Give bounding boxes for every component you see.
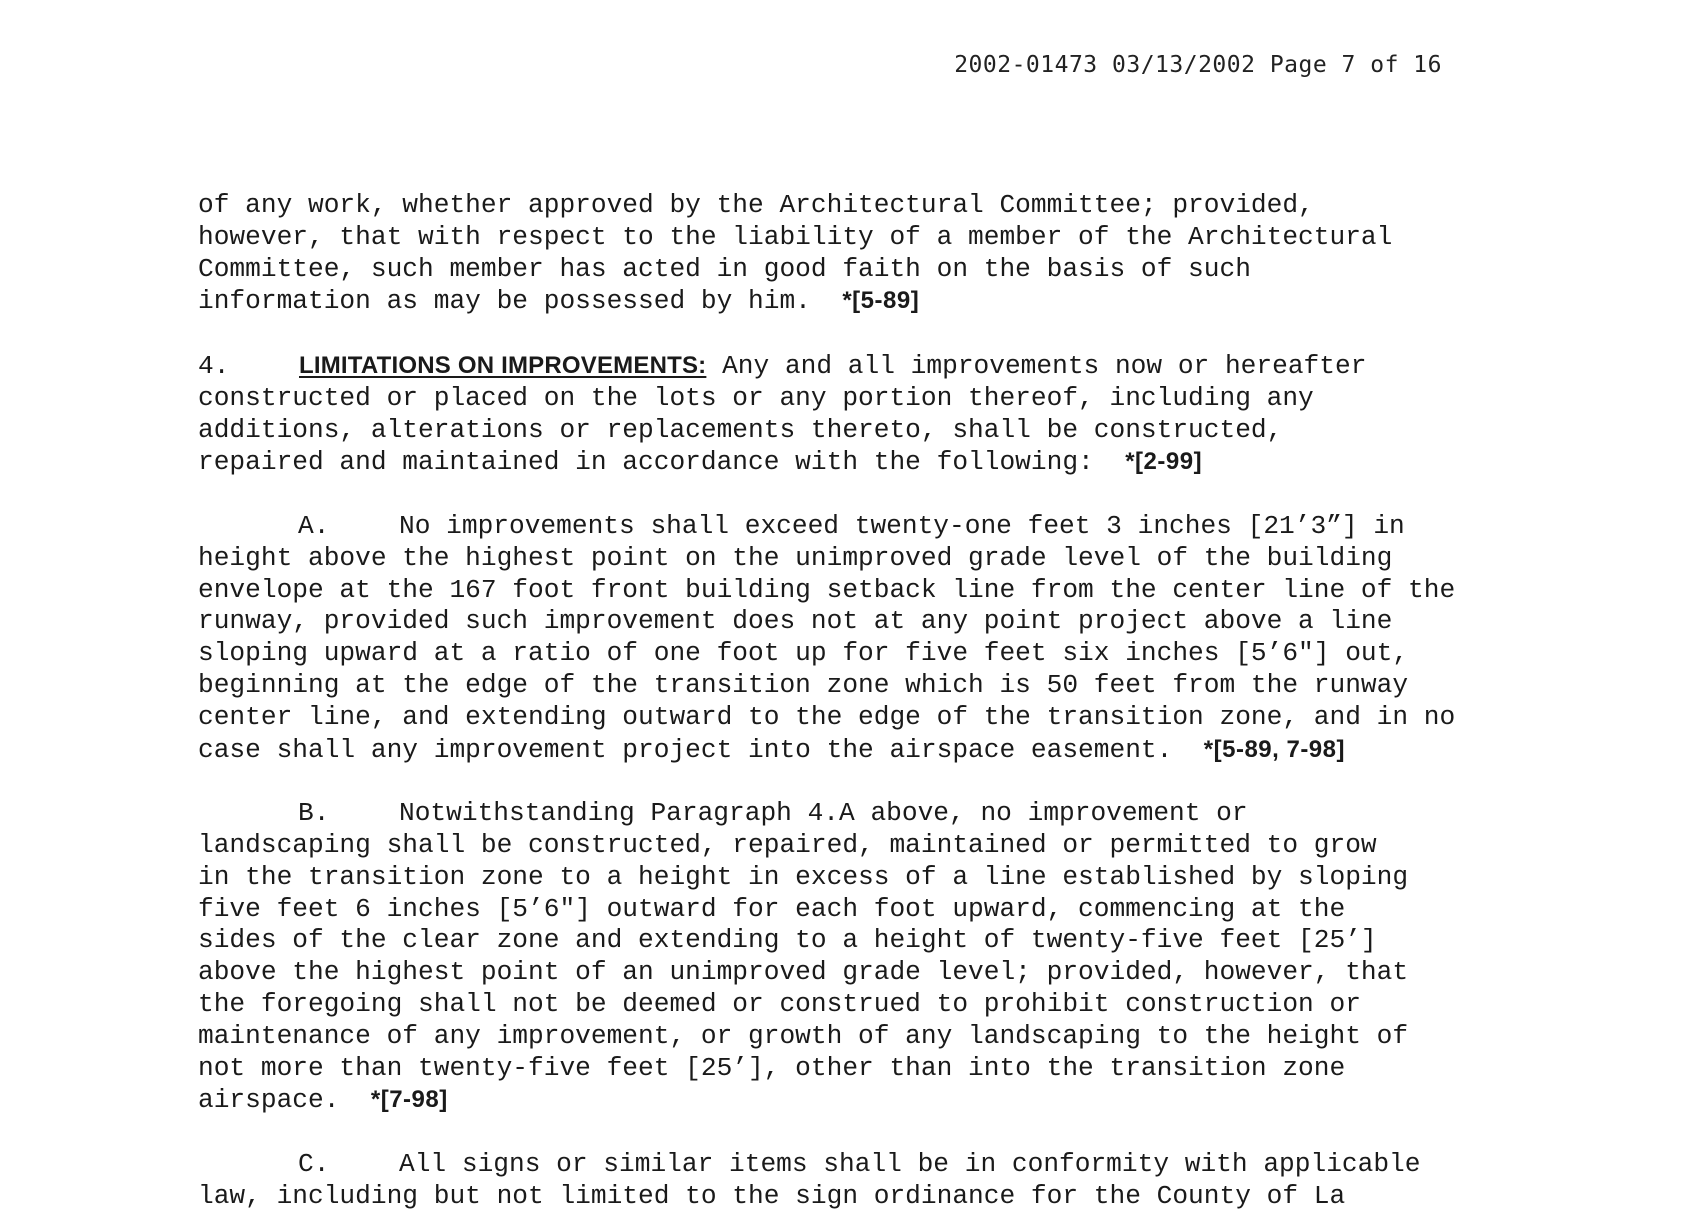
- amendment-ref: *[5-89, 7-98]: [1203, 735, 1345, 763]
- text-line: not more than twenty-five feet [25’], other than into the transition zone: [198, 1052, 1346, 1083]
- text-line: five feet 6 inches [5’6"] outward for each foot upward, commencing at the: [198, 893, 1346, 924]
- line-text: repaired and maintained in accordance with the following:: [198, 447, 1126, 478]
- text-line: additions, alterations or replacements thereto, shall be constructed,: [198, 414, 1283, 445]
- text-line: maintenance of any improvement, or growth of any landscaping to the height of: [198, 1020, 1409, 1051]
- text-line: above the highest point of an unimproved grade level; provided, however, that: [198, 957, 1409, 988]
- subparagraph-label: B.: [298, 798, 330, 829]
- line-text: No improvements shall exceed twenty-one feet 3 inches [21’3”] in: [399, 510, 1405, 541]
- text-line: height above the highest point on the unimproved grade level of the building: [198, 542, 1393, 573]
- text-line: Committee, such member has acted in good faith on the basis of such: [198, 253, 1251, 284]
- recording-header: 2002-01473 03/13/2002 Page 7 of 16: [954, 52, 1442, 78]
- text-line: [198, 285, 1578, 318]
- subparagraph-label: C.: [298, 1148, 330, 1179]
- line-text: case shall any improvement project into the airspace easement.: [198, 734, 1204, 765]
- text-line: [198, 446, 1578, 479]
- text-line: beginning at the edge of the transition zone which is 50 feet from the runway: [198, 669, 1409, 700]
- line-text: Any and all improvements now or hereafter: [706, 350, 1367, 381]
- text-line: sloping upward at a ratio of one foot up for five feet six inches [5’6"] out,: [198, 638, 1409, 669]
- text-line: [198, 1084, 1578, 1117]
- section-4-paragraph: [198, 350, 1578, 479]
- subparagraph-b: [198, 798, 1578, 1117]
- text-line: center line, and extending outward to the edge of the transition zone, and in no: [198, 701, 1456, 732]
- amendment-ref: *[5-89]: [842, 287, 920, 315]
- line-text: Notwithstanding Paragraph 4.A above, no improvement or: [399, 798, 1248, 829]
- text-line: runway, provided such improvement does not at any point project above a line: [198, 606, 1393, 637]
- document-body: [198, 190, 1578, 1213]
- text-line: [198, 1149, 1578, 1181]
- text-line: [198, 350, 1578, 383]
- line-text: airspace.: [198, 1085, 371, 1116]
- section-heading: LIMITATIONS ON IMPROVEMENTS:: [299, 351, 707, 379]
- text-line: envelope at the 167 foot front building setback line from the center line of the: [198, 574, 1456, 605]
- intro-paragraph: [198, 190, 1578, 318]
- subparagraph-label: A.: [298, 510, 330, 541]
- line-text: information as may be possessed by him.: [198, 286, 843, 317]
- text-line: constructed or placed on the lots or any portion thereof, including any: [198, 382, 1314, 413]
- text-line: sides of the clear zone and extending to a height of twenty-five feet [25’]: [198, 925, 1377, 956]
- subparagraph-a: [198, 511, 1578, 766]
- text-line: in the transition zone to a height in excess of a line established by sloping: [198, 861, 1409, 892]
- text-line: [198, 511, 1578, 543]
- text-line: of any work, whether approved by the Architectural Committee; provided,: [198, 190, 1314, 220]
- text-line: however, that with respect to the liability of a member of the Architectural: [198, 221, 1393, 252]
- amendment-ref: *[7-98]: [370, 1086, 448, 1114]
- text-line: law, including but not limited to the sign ordinance for the County of La: [198, 1180, 1346, 1211]
- text-line: the foregoing shall not be deemed or construed to prohibit construction or: [198, 988, 1361, 1019]
- subparagraph-c: [198, 1149, 1578, 1213]
- text-line: landscaping shall be constructed, repaired, maintained or permitted to grow: [198, 829, 1377, 860]
- section-number: 4.: [198, 350, 230, 381]
- text-line: [198, 798, 1578, 830]
- amendment-ref: *[2-99]: [1125, 448, 1203, 476]
- text-line: [198, 734, 1578, 767]
- line-text: All signs or similar items shall be in conformity with applicable: [399, 1148, 1421, 1179]
